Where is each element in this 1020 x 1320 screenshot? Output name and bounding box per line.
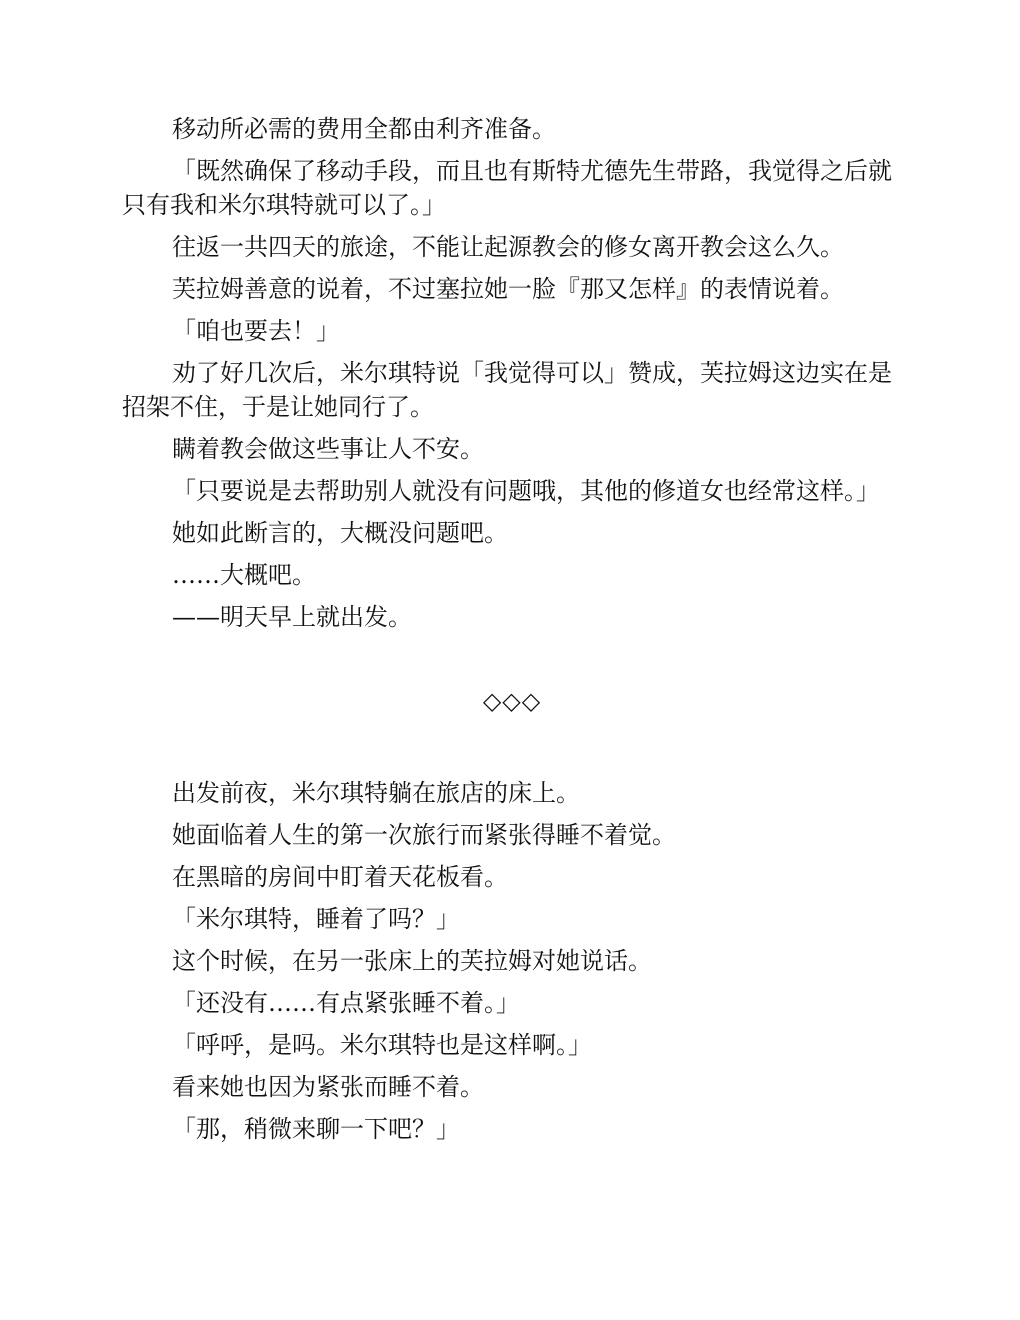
- paragraph: 「那，稍微来聊一下吧？」: [172, 1115, 460, 1143]
- paragraph: 移动所必需的费用全都由利齐准备。: [172, 115, 556, 143]
- paragraph: 「咱也要去！」: [172, 317, 340, 345]
- paragraph: 看来她也因为紧张而睡不着。: [172, 1073, 484, 1101]
- paragraph: 瞒着教会做这些事让人不安。: [172, 435, 484, 463]
- paragraph: 「还没有……有点紧张睡不着。」: [172, 989, 520, 1017]
- paragraph: 「既然确保了移动手段，而且也有斯特尤德先生带路，我觉得之后就只有我和米尔琪特就可以了。」: [122, 157, 892, 219]
- section-separator: ◇◇◇: [482, 687, 542, 715]
- page-body: [122, 112, 902, 1154]
- paragraph: 这个时候，在另一张床上的芙拉姆对她说话。: [172, 947, 652, 975]
- paragraph: 她面临着人生的第一次旅行而紧张得睡不着觉。: [172, 821, 676, 849]
- paragraph: 「呼呼，是吗。米尔琪特也是这样啊。」: [172, 1031, 592, 1059]
- paragraph: ——明天早上就出发。: [172, 603, 412, 631]
- paragraph: 「只要说是去帮助别人就没有问题哦，其他的修道女也经常这样。」: [172, 477, 880, 505]
- paragraph: 往返一共四天的旅途，不能让起源教会的修女离开教会这么久。: [172, 233, 844, 261]
- paragraph: 芙拉姆善意的说着，不过塞拉她一脸『那又怎样』的表情说着。: [172, 275, 844, 303]
- paragraph: 出发前夜，米尔琪特躺在旅店的床上。: [172, 779, 580, 807]
- paragraph: ……大概吧。: [172, 561, 316, 589]
- paragraph: 在黑暗的房间中盯着天花板看。: [172, 863, 508, 891]
- paragraph: 劝了好几次后，米尔琪特说「我觉得可以」赞成，芙拉姆这边实在是招架不住，于是让她同行了。: [122, 359, 892, 421]
- paragraph: 「米尔琪特，睡着了吗？」: [172, 905, 460, 933]
- paragraph: 她如此断言的，大概没问题吧。: [172, 519, 508, 547]
